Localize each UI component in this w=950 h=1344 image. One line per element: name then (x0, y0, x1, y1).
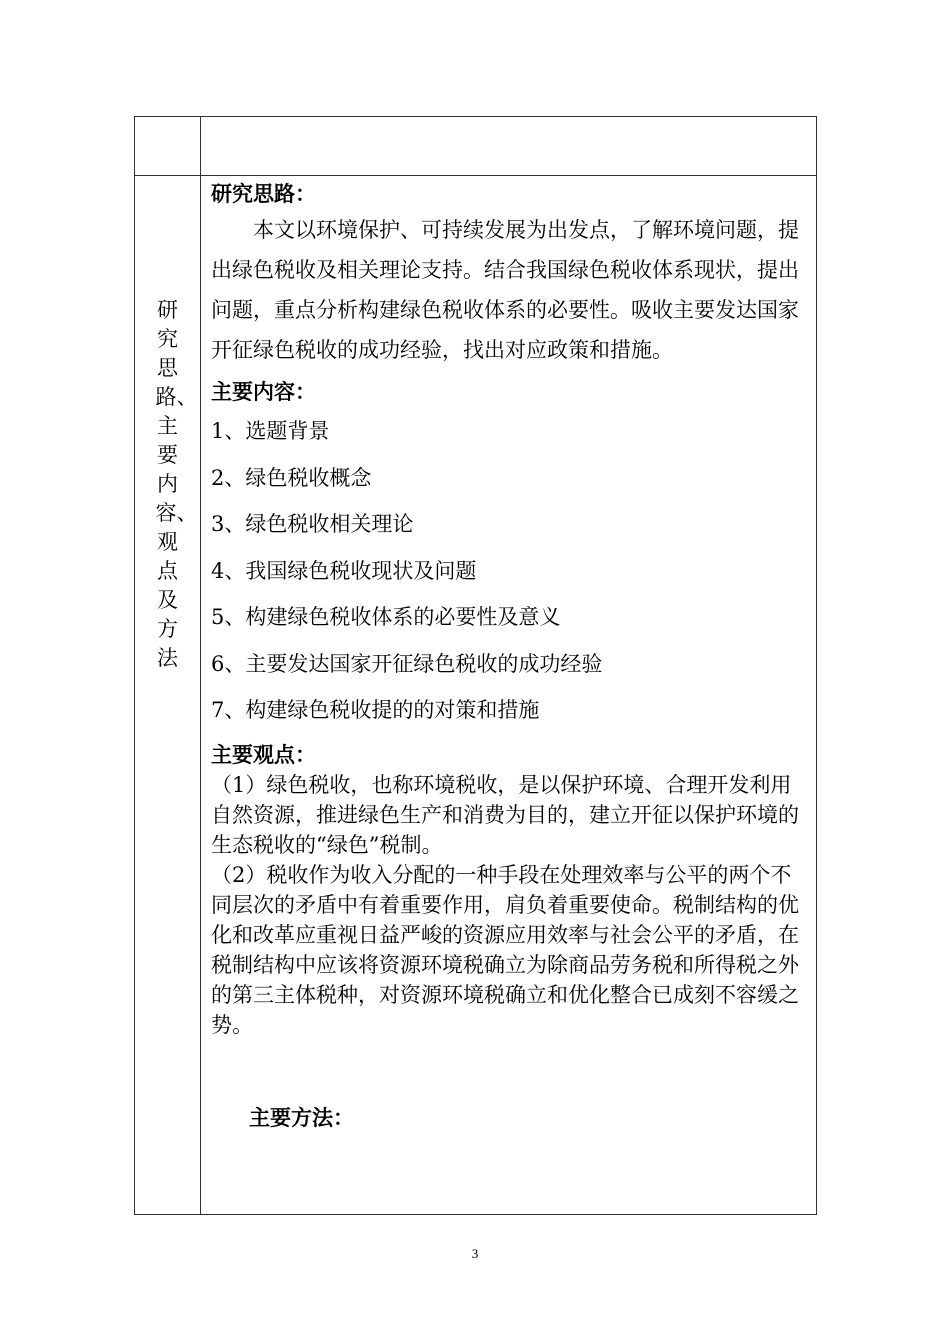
content-item: 4、我国绿色税收现状及问题 (211, 558, 477, 583)
table-row (135, 117, 817, 176)
content-heading: 主要内容： (211, 379, 316, 404)
content-item: 5、构建绿色税收体系的必要性及意义 (211, 605, 561, 629)
page-number: 3 (471, 1246, 479, 1261)
research-idea-text: 本文以环境保护、可持续发展为出发点，了解环境问题，提出绿色税收及相关理论支持。结合我国绿色税收体系现状，提出问题，重点分析构建绿色税收体系的必要性。吸收主要发达国家开征绿色税收的成功经验，找出对应政策和措施。 (211, 218, 799, 362)
proposal-table (134, 116, 817, 1215)
content-item: 7、构建绿色税收提的的对策和措施 (211, 698, 540, 722)
empty-label-cell (135, 117, 201, 176)
row-label-cell (135, 176, 201, 1215)
row-label: 研究思路、主要内容、观点及方法 (155, 298, 198, 670)
viewpoint-paragraph: （1）绿色税收，也称环境税收，是以保护环境、合理开发利用自然资源，推进绿色生产和消费为目的，建立开征以保护环境的生态税收的“绿色”税制。 (211, 772, 799, 857)
research-idea-heading: 研究思路： (211, 181, 316, 206)
content-item: 6、主要发达国家开征绿色税收的成功经验 (211, 651, 603, 676)
content-cell (201, 176, 817, 1215)
content-item: 2、绿色税收概念 (211, 465, 372, 490)
empty-content-cell (201, 117, 817, 176)
methods-heading: 主要方法： (249, 1104, 354, 1130)
content-item: 3、绿色税收相关理论 (211, 512, 414, 536)
viewpoints-heading: 主要观点： (211, 741, 316, 767)
content-item: 1、选题背景 (211, 419, 330, 443)
viewpoint-paragraph: （2）税收作为收入分配的一种手段在处理效率与公平的两个不同层次的矛盾中有着重要作用，肩负着重要使命。税制结构的优化和改革应重视日益严峻的资源应用效率与社会公平的矛盾，在税制结构中应该将资源环境税确立为除商品劳务税和所得税之外的第三主体税种，对资源环境税确立和优化整合已成刻不容缓之势。 (211, 862, 799, 1037)
table-row (135, 176, 817, 1215)
